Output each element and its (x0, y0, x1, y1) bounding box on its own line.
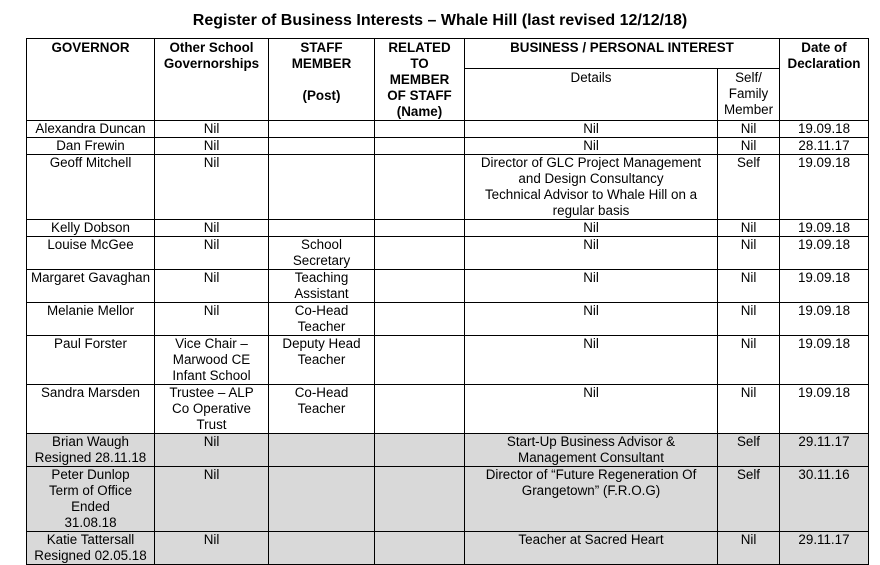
declaration-date-cell: 19.09.18 (780, 270, 869, 303)
declaration-date-cell: 19.09.18 (780, 336, 869, 385)
declaration-date-cell: 19.09.18 (780, 121, 869, 138)
declaration-date-cell: 19.09.18 (780, 155, 869, 220)
other-governorships-cell: Nil (155, 155, 269, 220)
interest-details-cell: Nil (465, 138, 718, 155)
staff-post-cell: School Secretary (269, 237, 375, 270)
table-row (27, 434, 869, 467)
related-staff-cell (375, 467, 465, 532)
staff-post-cell (269, 121, 375, 138)
table-row (27, 270, 869, 303)
staff-post-cell: Co-Head Teacher (269, 385, 375, 434)
self-family-cell: Self (718, 434, 780, 467)
table-row (27, 138, 869, 155)
related-staff-cell (375, 336, 465, 385)
header-self-family: Self/ Family Member (718, 69, 780, 121)
table-row (27, 467, 869, 532)
governor-cell: Geoff Mitchell (27, 155, 155, 220)
interest-details-cell: Nil (465, 303, 718, 336)
governor-cell: Alexandra Duncan (27, 121, 155, 138)
declaration-date-cell: 19.09.18 (780, 303, 869, 336)
staff-post-cell (269, 138, 375, 155)
header-related: RELATED TO MEMBER OF STAFF (Name) (375, 39, 465, 121)
other-governorships-cell: Vice Chair – Marwood CE Infant School (155, 336, 269, 385)
staff-post-cell (269, 434, 375, 467)
page-title: Register of Business Interests – Whale Hill (last revised 12/12/18) (192, 12, 688, 29)
related-staff-cell (375, 385, 465, 434)
self-family-cell: Nil (718, 121, 780, 138)
staff-post-cell: Teaching Assistant (269, 270, 375, 303)
governor-cell: Katie Tattersall Resigned 02.05.18 (27, 532, 155, 565)
declaration-date-cell: 19.09.18 (780, 220, 869, 237)
governor-cell: Peter Dunlop Term of Office Ended 31.08.18 (27, 467, 155, 532)
interest-details-cell: Nil (465, 121, 718, 138)
register-table (26, 38, 869, 565)
self-family-cell: Nil (718, 303, 780, 336)
header-other-governorships: Other School Governorships (155, 39, 269, 121)
related-staff-cell (375, 220, 465, 237)
self-family-cell: Nil (718, 270, 780, 303)
staff-post-cell (269, 155, 375, 220)
declaration-date-cell: 19.09.18 (780, 237, 869, 270)
declaration-date-cell: 28.11.17 (780, 138, 869, 155)
declaration-date-cell: 29.11.17 (780, 434, 869, 467)
related-staff-cell (375, 138, 465, 155)
interest-details-cell: Start-Up Business Advisor & Management Consultant (465, 434, 718, 467)
self-family-cell: Nil (718, 237, 780, 270)
self-family-cell: Nil (718, 220, 780, 237)
related-staff-cell (375, 121, 465, 138)
other-governorships-cell: Nil (155, 303, 269, 336)
staff-post-cell (269, 532, 375, 565)
governor-cell: Sandra Marsden (27, 385, 155, 434)
interest-details-cell: Nil (465, 385, 718, 434)
governor-cell: Melanie Mellor (27, 303, 155, 336)
interest-details-cell: Nil (465, 237, 718, 270)
other-governorships-cell: Nil (155, 237, 269, 270)
other-governorships-cell: Nil (155, 434, 269, 467)
header-governor: GOVERNOR (27, 39, 155, 121)
governor-cell: Margaret Gavaghan (27, 270, 155, 303)
governor-cell: Brian Waugh Resigned 28.11.18 (27, 434, 155, 467)
table-row (27, 336, 869, 385)
governor-cell: Louise McGee (27, 237, 155, 270)
other-governorships-cell: Nil (155, 220, 269, 237)
header-staff-member: STAFF MEMBER (Post) (269, 39, 375, 121)
governor-cell: Paul Forster (27, 336, 155, 385)
interest-details-cell: Nil (465, 270, 718, 303)
related-staff-cell (375, 155, 465, 220)
interest-details-cell: Nil (465, 336, 718, 385)
interest-details-cell: Nil (465, 220, 718, 237)
header-date: Date of Declaration (780, 39, 869, 121)
declaration-date-cell: 19.09.18 (780, 385, 869, 434)
table-row (27, 121, 869, 138)
self-family-cell: Self (718, 155, 780, 220)
governor-cell: Kelly Dobson (27, 220, 155, 237)
table-row (27, 385, 869, 434)
declaration-date-cell: 30.11.16 (780, 467, 869, 532)
staff-post-cell: Co-Head Teacher (269, 303, 375, 336)
staff-post-cell: Deputy Head Teacher (269, 336, 375, 385)
other-governorships-cell: Nil (155, 532, 269, 565)
register-body (27, 121, 869, 565)
other-governorships-cell: Nil (155, 467, 269, 532)
related-staff-cell (375, 434, 465, 467)
self-family-cell: Self (718, 467, 780, 532)
table-row (27, 155, 869, 220)
other-governorships-cell: Nil (155, 270, 269, 303)
self-family-cell: Nil (718, 532, 780, 565)
declaration-date-cell: 29.11.17 (780, 532, 869, 565)
self-family-cell: Nil (718, 336, 780, 385)
other-governorships-cell: Trustee – ALP Co Operative Trust (155, 385, 269, 434)
self-family-cell: Nil (718, 385, 780, 434)
table-row (27, 220, 869, 237)
related-staff-cell (375, 270, 465, 303)
interest-details-cell: Director of GLC Project Management and Design Consultancy Technical Advisor to Whale Hill on a regular basis (465, 155, 718, 220)
interest-details-cell: Director of “Future Regeneration Of Grangetown” (F.R.O.G) (465, 467, 718, 532)
staff-post-cell (269, 220, 375, 237)
related-staff-cell (375, 532, 465, 565)
governor-cell: Dan Frewin (27, 138, 155, 155)
header-details: Details (465, 69, 718, 121)
staff-post-cell (269, 467, 375, 532)
table-row (27, 303, 869, 336)
other-governorships-cell: Nil (155, 138, 269, 155)
header-business-interest: BUSINESS / PERSONAL INTEREST (465, 39, 780, 69)
related-staff-cell (375, 303, 465, 336)
other-governorships-cell: Nil (155, 121, 269, 138)
interest-details-cell: Teacher at Sacred Heart (465, 532, 718, 565)
self-family-cell: Nil (718, 138, 780, 155)
table-row (27, 532, 869, 565)
table-row (27, 237, 869, 270)
related-staff-cell (375, 237, 465, 270)
